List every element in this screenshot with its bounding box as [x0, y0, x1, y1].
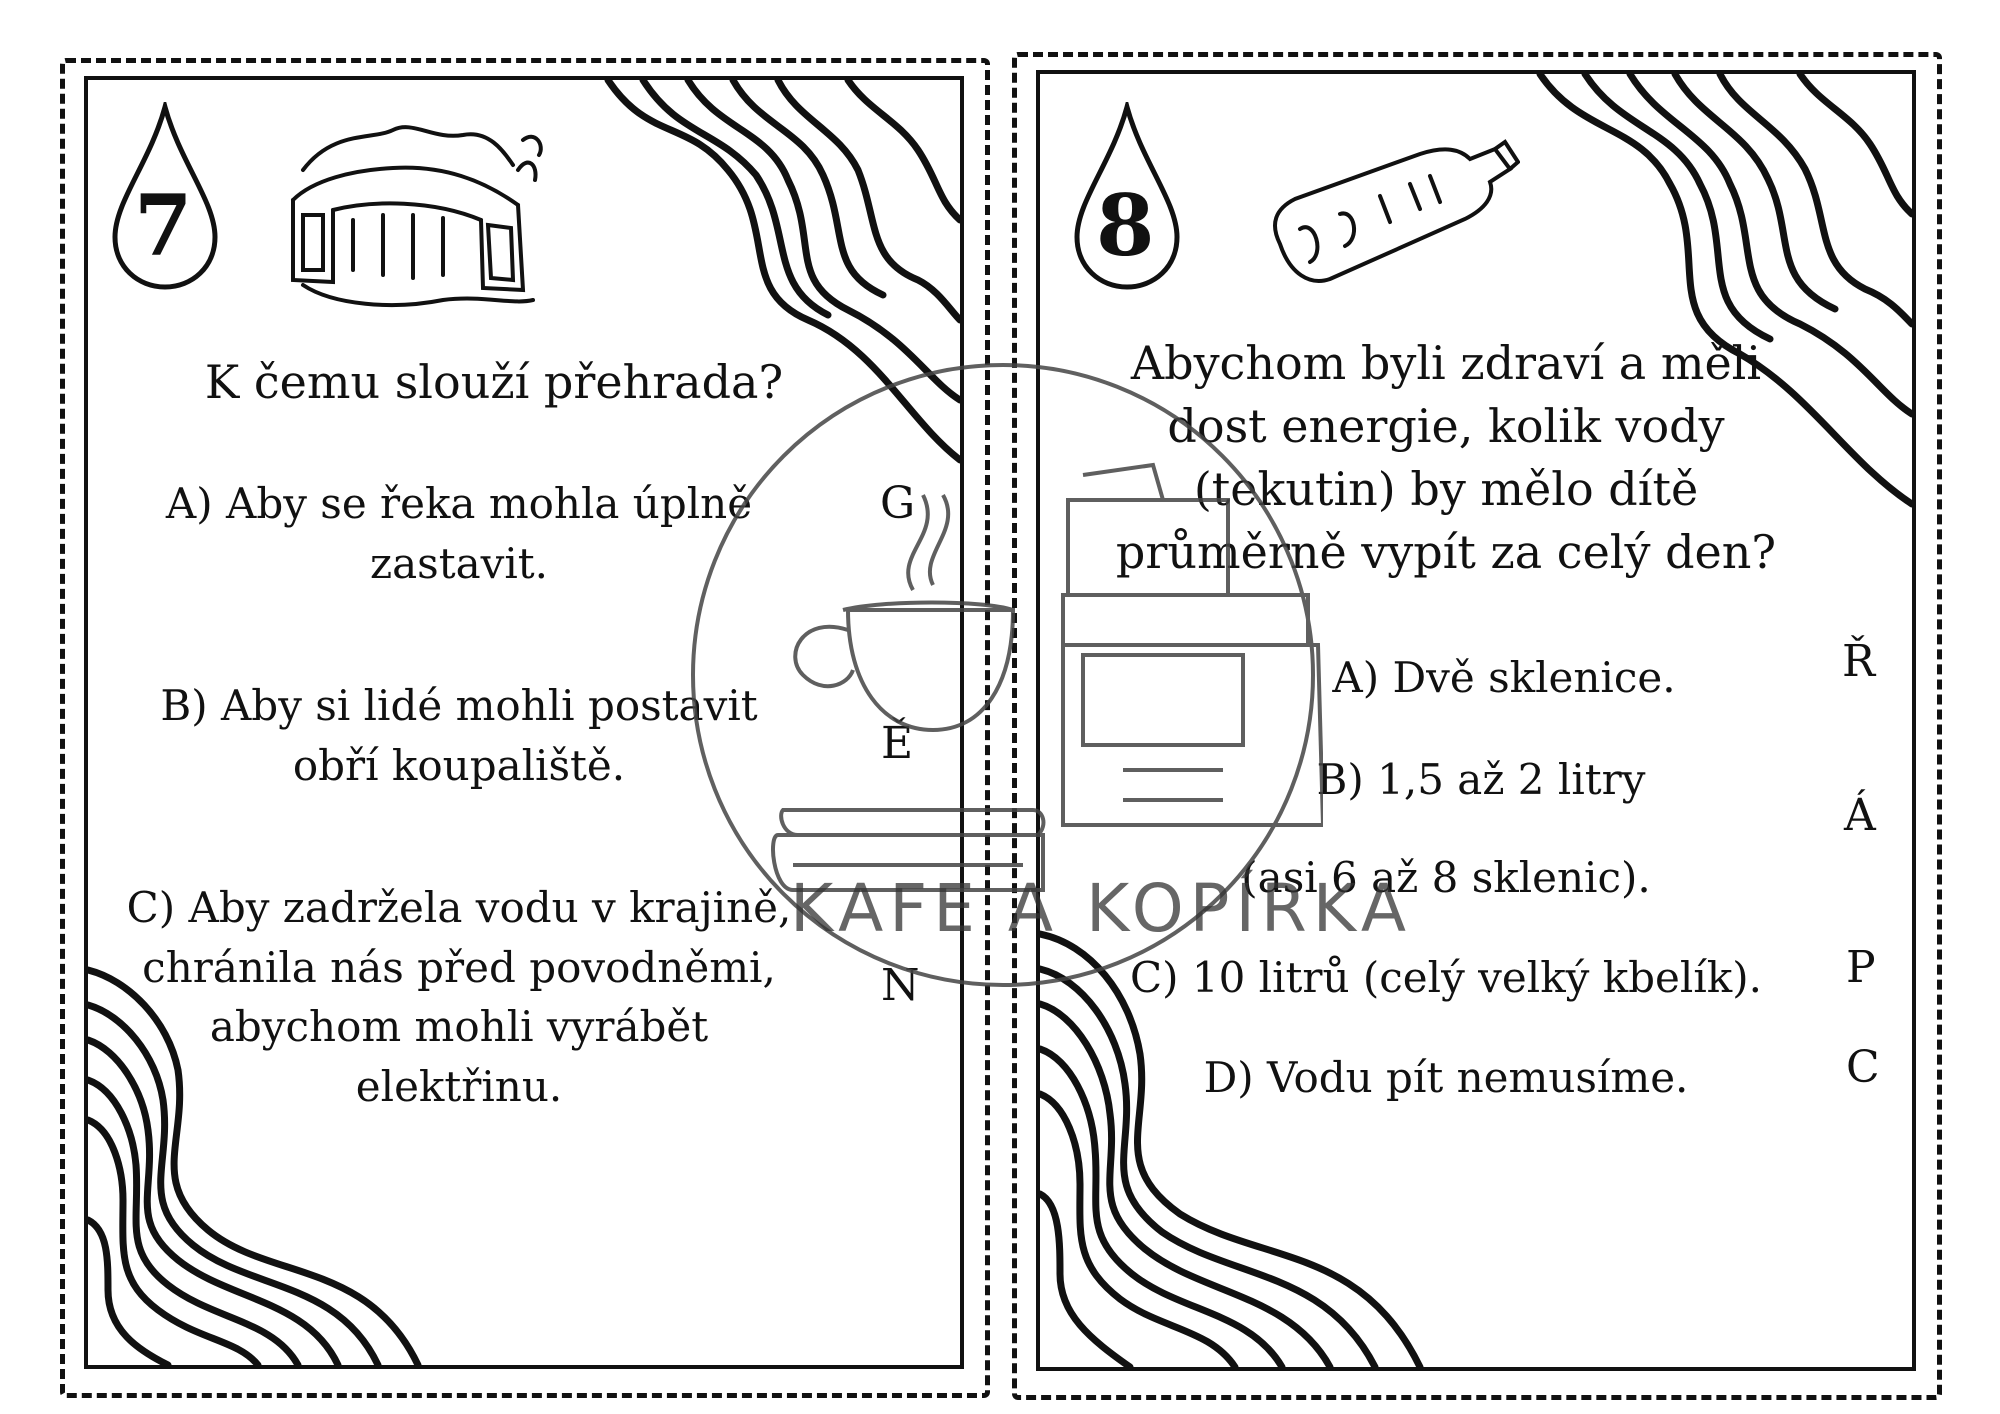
answer-a-line-2: zastavit.: [369, 538, 549, 588]
answer-c-line-4: elektřinu.: [355, 1061, 563, 1111]
answer-c: [88, 878, 830, 1117]
answer-c-letter: P: [1846, 942, 1876, 993]
bottle-icon: [1260, 134, 1520, 304]
answer-c-line-1: C) Aby zadržela vodu v krajině,: [126, 883, 792, 932]
question-text: [1040, 332, 1852, 584]
answer-c-line-3: abychom mohli vyrábět: [209, 1002, 709, 1052]
watermark-text: KAFE A KOPÍRKA: [790, 870, 1413, 947]
card-number: 7: [134, 176, 193, 275]
answer-d: [1040, 1048, 1852, 1108]
answer-b-letter: Ě: [881, 718, 914, 769]
answer-b-line-2: obří koupaliště.: [292, 740, 626, 790]
answer-b: [88, 676, 830, 795]
answer-a: [88, 474, 830, 593]
question-line-3: (tekutin) by mělo dítě: [1193, 462, 1699, 517]
answer-a-letter: G: [880, 478, 916, 529]
answer-d-letter: C: [1846, 1042, 1880, 1093]
quiz-card-7: [84, 76, 964, 1369]
answer-b-line-1: B) Aby si lidé mohli postavit: [160, 681, 758, 730]
dam-icon: [273, 110, 563, 320]
question-line-1: Abychom byli zdraví a měli: [1130, 336, 1762, 390]
answer-b-line-1: B) 1,5 až 2 litry: [1316, 755, 1646, 804]
answer-c-letter: N: [881, 960, 920, 1011]
answer-a-line-1: A) Dvě sklenice.: [1332, 653, 1676, 702]
card-number: 8: [1096, 176, 1155, 275]
answer-c: [1040, 948, 1852, 1008]
answer-a-line-1: A) Aby se řeka mohla úplně: [165, 479, 753, 528]
question-line-2: dost energie, kolik vody: [1167, 399, 1725, 454]
answer-c-line-2: chránila nás před povodněmi,: [142, 942, 776, 992]
answer-c-line-1: C) 10 litrů (celý velký kbelík).: [1130, 953, 1762, 1002]
answer-d-line-1: D) Vodu pít nemusíme.: [1203, 1053, 1689, 1102]
answer-b-letter: Á: [1844, 790, 1876, 841]
answer-b: [1040, 750, 1916, 810]
answer-b-note-line: (asi 6 až 8 sklenic).: [1241, 853, 1651, 902]
quiz-card-8: [1036, 70, 1916, 1371]
question-text: K čemu slouží přehrada?: [204, 355, 784, 409]
question-line-4: průměrně vypít za celý den?: [1115, 525, 1777, 580]
answer-a: [1040, 648, 1916, 708]
answer-a-letter: Ř: [1842, 636, 1876, 687]
